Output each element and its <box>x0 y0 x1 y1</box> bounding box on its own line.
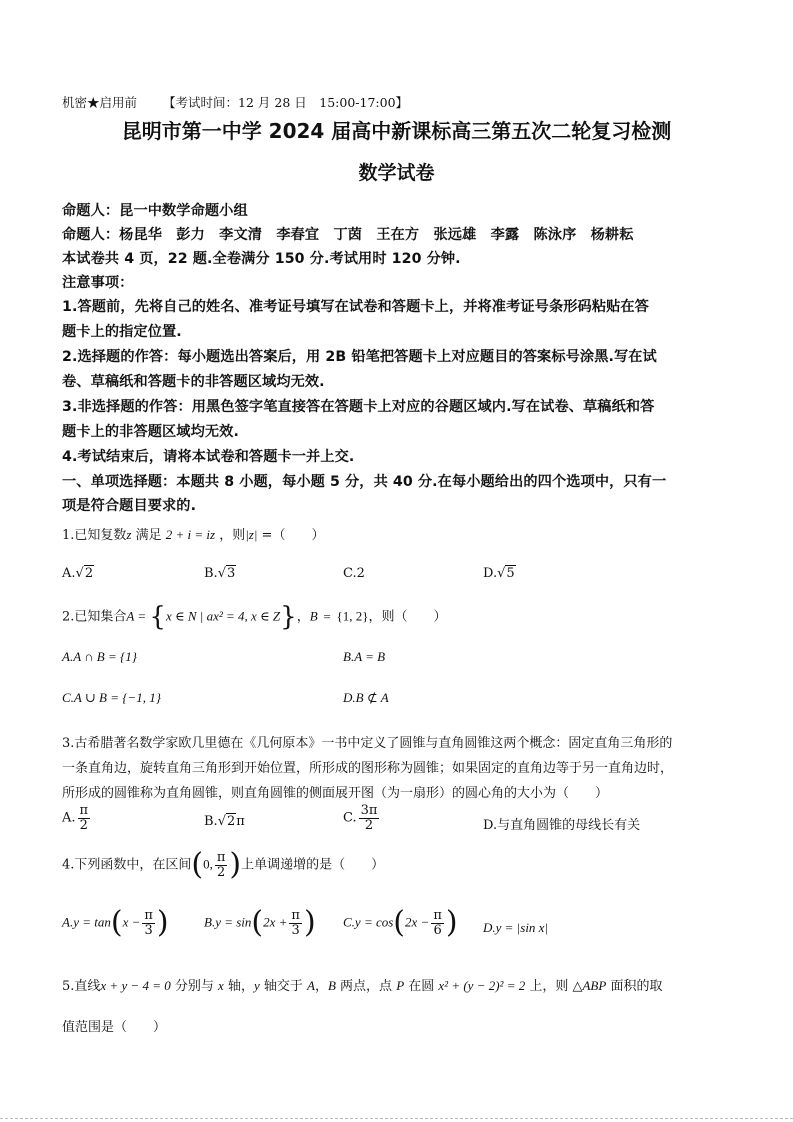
note-line: 3.非选择题的作答：用黑色签字笔直接答在答题卡上对应的谷题区域内.写在试卷、草稿纸和答 <box>62 399 655 415</box>
question-5-line2: 值范围是（ ） <box>62 1020 167 1035</box>
paper-info: 本试卷共 4 页，22 题.全卷满分 150 分.考试用时 120 分钟. <box>62 251 461 267</box>
notes-heading: 注意事项： <box>62 275 134 291</box>
q4-option-c: C.y = cos(2x − $\frac{\pi}{6}$ ) <box>343 905 458 940</box>
q1-modulus: |z| <box>245 527 258 542</box>
header-top-line <box>62 93 408 111</box>
page-bottom-rule <box>0 1118 793 1119</box>
exam-time: 【考试时间：12 月 28 日 15:00-17:00】 <box>163 95 409 110</box>
q1-option-b: B.√3 <box>204 566 236 581</box>
q3-option-a: A. $\frac{\pi}{2}$ <box>62 803 89 833</box>
note-line: 2.选择题的作答：每小题选出答案后，用 2B 铅笔把答题卡上对应题目的答案标号涂黑.写在试 <box>62 349 657 365</box>
question-1-stem: 1.已知复数z 满足 2 + i = iz ，则|z| =（ ） <box>62 527 325 543</box>
note-line: 1.答题前，先将自己的姓名、准考证号填写在试卷和答题卡上，并将准考证号条形码粘贴在答 <box>62 299 649 315</box>
q2-option-d: D.B ⊄ A <box>343 690 389 705</box>
q3-option-c: C. $\frac{3\pi}{2}$ <box>343 803 378 833</box>
q3-option-b: B.√2π <box>204 814 245 829</box>
question-3-line: 3.古希腊著名数学家欧几里德在《几何原本》一书中定义了圆锥与直角圆锥这两个概念：固定直角三角形的 <box>62 736 673 751</box>
q1-option-c: C.2 <box>343 566 365 581</box>
question-5-stem: 5.直线x + y − 4 = 0 分别与 x 轴，y 轴交于 A，B 两点，点 P 在圆 x² + (y − 2)² = 2 上，则 △ABP 面积的取 <box>62 978 663 994</box>
q4-option-b: B.y = sin(2x + $\frac{\pi}{3}$ ) <box>204 905 316 940</box>
confidential-label: 机密★启用前 <box>62 95 138 110</box>
q2-option-b: B.A = B <box>343 649 386 664</box>
q2-option-c: C.A ∪ B = {−1, 1} <box>62 690 161 705</box>
page-subtitle: 数学试卷 <box>358 162 435 184</box>
q1-option-a: A.√2 <box>62 566 94 581</box>
setters-list: 命题人：杨昆华 彭力 李文清 李春宜 丁茵 王在方 张远雄 李露 陈泳序 杨耕耘 <box>62 227 634 243</box>
setter-group: 命题人：昆一中数学命题小组 <box>62 203 248 219</box>
page-title: 昆明市第一中学 2024 届高中新课标高三第五次二轮复习检测 <box>121 119 672 143</box>
section-heading-line2: 项是符合题目要求的. <box>62 498 197 514</box>
section-heading-line1: 一、单项选择题：本题共 8 小题，每小题 5 分，共 40 分.在每小题给出的四个选项中，只有一 <box>62 474 667 490</box>
note-line: 题卡上的指定位置. <box>62 324 182 340</box>
q2-option-a: A.A ∩ B = {1} <box>62 649 137 664</box>
note-line: 4.考试结束后，请将本试卷和答题卡一并上交. <box>62 449 355 465</box>
question-3-line: 所形成的圆锥称为直角圆锥，则直角圆锥的侧面展开图（为一扇形）的圆心角的大小为（ ） <box>62 786 609 801</box>
q1-option-d: D.√5 <box>483 566 515 581</box>
q4-option-a: A.y = tan(x − $\frac{\pi}{3}$ ) <box>62 905 169 940</box>
q1-equation: 2 + i = iz <box>165 527 216 542</box>
q4-option-d: D.y = |sin x| <box>483 920 549 935</box>
question-3-line: 一条直角边，旋转直角三角形到开始位置，所形成的图形称为圆锥；如果固定的直角边等于另一直角边时， <box>62 761 674 776</box>
note-line: 卷、草稿纸和答题卡的非答题区域均无效. <box>62 374 325 390</box>
question-2-stem: 2.已知集合A = {x ∈ N | ax² = 4, x ∈ Z}，B = {1, 2}，则（ ） <box>62 602 447 632</box>
note-line: 题卡上的非答题区域均无效. <box>62 424 239 440</box>
q3-option-d: D.与直角圆锥的母线长有关 <box>483 818 641 833</box>
question-4-stem: 4.下列函数中，在区间(0, $\frac{\pi}{2}$ )上单调递增的是（ ） <box>62 847 385 882</box>
